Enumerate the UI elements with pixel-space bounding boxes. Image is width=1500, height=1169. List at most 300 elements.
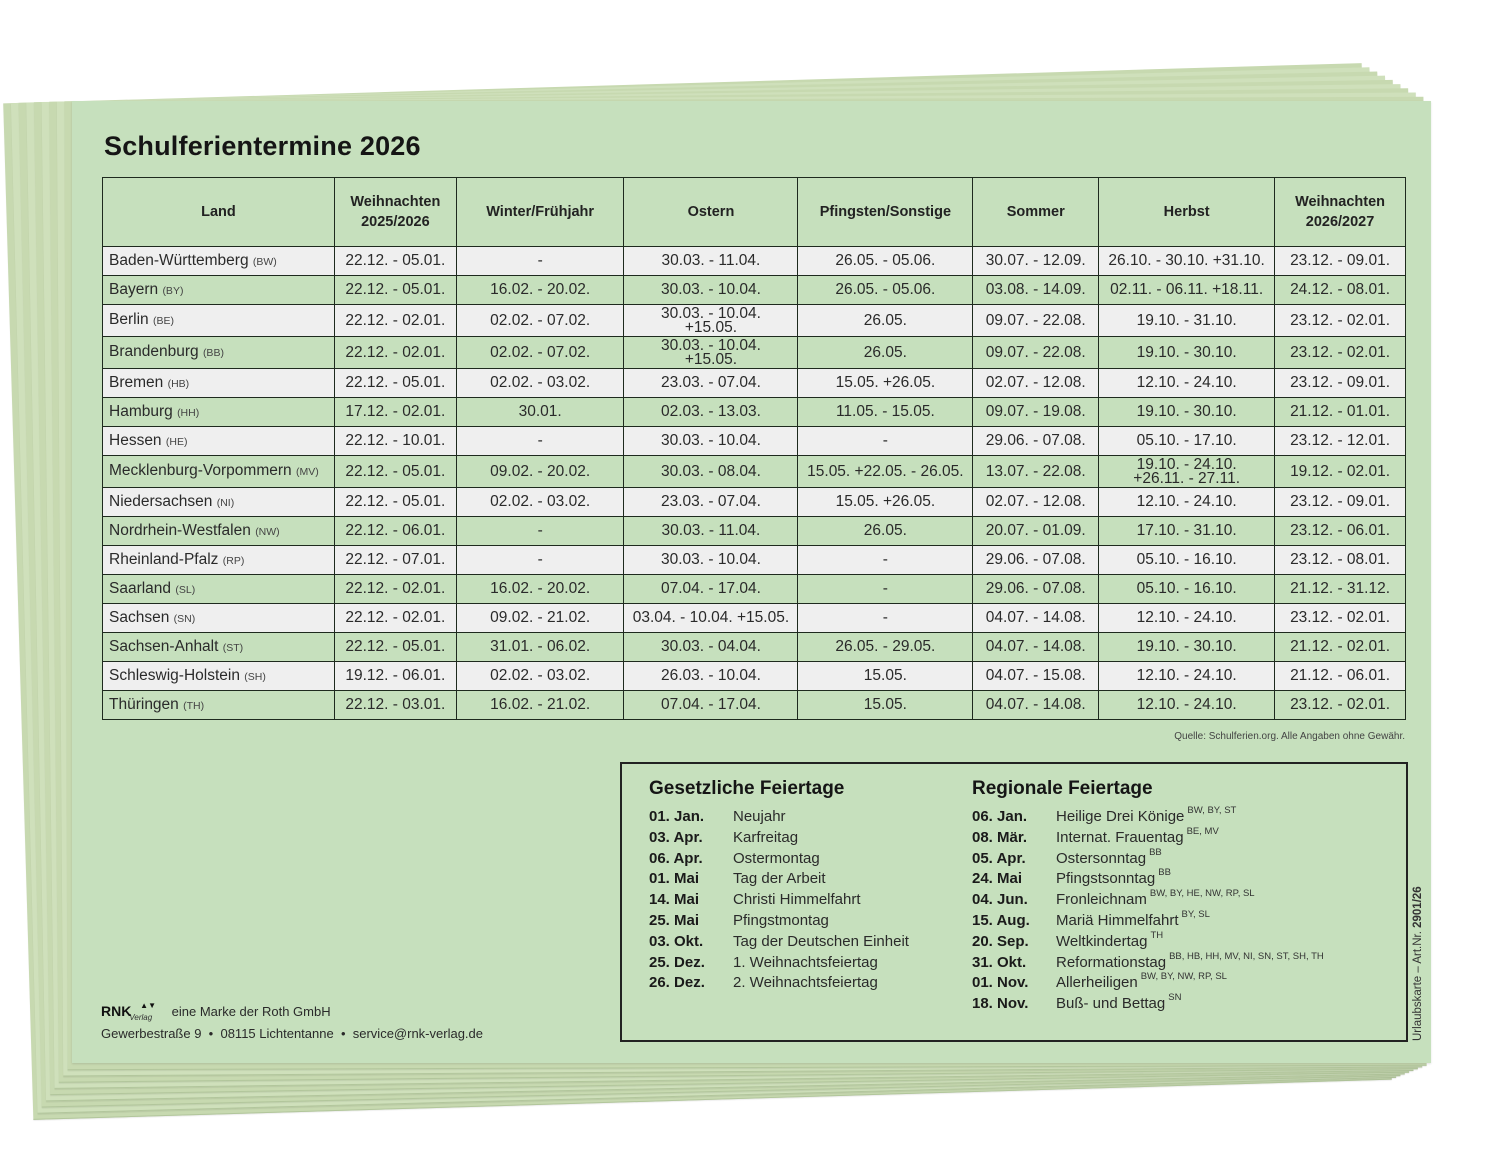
article-number: 2901/26 [1412,886,1424,928]
holiday-cell-sommer [973,276,1099,305]
page-title: Schulferientermine 2026 [104,131,421,161]
holiday-cell-herbst [1099,305,1275,337]
state-abbreviation: (NW) [255,525,280,538]
state-cell [103,517,335,546]
state-name: Mecklenburg-Vorpommern [109,462,292,479]
column-header-label: Ostern [687,204,735,220]
date-range: 23.12. - 09.01. [1290,493,1391,510]
holiday-cell-winter [456,488,624,517]
holiday-date: 01. Jan. [649,808,705,825]
holiday-name: Internat. Frauentag [1056,828,1184,846]
holiday-states: BW, BY, HE, NW, RP, SL [1149,888,1255,900]
date-range: 23.03. - 07.04. [660,374,761,391]
table-row [103,247,1406,276]
holiday-cell-pfingsten [798,276,973,305]
holiday-cell-herbst [1099,369,1275,398]
state-name: Bayern [109,280,159,298]
date-range: 26.03. - 10.04. [660,667,761,684]
date-range: - [882,580,888,597]
holiday-date: 31. Okt. [972,953,1027,971]
date-range: 30.01. [518,403,562,420]
holiday-cell-herbst [1099,546,1275,575]
holiday-states: BB [1149,846,1162,858]
date-range: 22.12. - 05.01. [345,281,446,298]
holiday-cell-sommer [973,247,1099,276]
holiday-cell-ostern [624,456,798,488]
table-row [103,369,1406,398]
holiday-cell-weihnachten-25 [334,276,456,305]
holiday-states: SN [1168,992,1182,1004]
date-range: 23.03. - 07.04. [660,493,761,510]
table-row [103,633,1406,662]
date-range: 29.06. - 07.08. [985,432,1086,449]
column-header-label: Land [201,204,236,220]
holiday-cell-weihnachten-25 [334,456,456,488]
holiday-item [972,992,1324,1016]
school-holidays-table [102,177,1406,720]
holiday-cell-herbst [1099,337,1275,369]
national-holidays [649,778,909,995]
holiday-cell-weihnachten-25 [334,546,456,575]
date-range: 22.12. - 05.01. [345,493,446,510]
holiday-cell-pfingsten [798,247,973,276]
column-header-label: Weihnachten [1295,194,1386,210]
date-range-extra: +15.05. [684,350,738,368]
table-row [103,276,1406,305]
holiday-cell-winter [456,517,624,546]
date-range: 12.10. - 24.10. [1136,374,1237,391]
date-range: 23.12. - 02.01. [1290,696,1391,713]
date-range: 05.10. - 16.10. [1136,580,1237,597]
holiday-item [649,933,909,954]
date-range: 07.04. - 17.04. [660,696,761,713]
national-holidays-heading: Gesetzliche Feiertage [649,778,845,799]
date-range: 22.12. - 10.01. [345,432,446,449]
date-range: 19.10. - 30.10. [1136,638,1237,655]
date-range: 21.12. - 31.12. [1290,580,1391,597]
holiday-date: 14. Mai [649,891,700,909]
holiday-cell-weihnachten-25 [334,369,456,398]
state-abbreviation: (RP) [222,554,245,567]
holiday-cell-pfingsten [798,427,973,456]
state-name: Brandenburg [109,343,199,360]
date-range: 26.05. - 05.06. [835,281,936,298]
date-range: 19.10. - 24.10. [1136,455,1237,473]
table-header-row [103,178,1406,247]
holiday-item [972,867,1324,891]
state-cell [103,398,335,427]
holiday-date: 08. Mär. [972,828,1028,846]
date-range: 15.05. +26.05. [835,374,936,391]
column-header-label: Winter/Frühjahr [486,204,595,220]
separator-dot: • [208,1026,214,1041]
state-cell [103,546,335,575]
table-row [103,456,1406,488]
column-header-label: Pfingsten/Sonstige [819,204,952,220]
holiday-date: 25. Dez. [649,953,705,971]
holiday-cell-weihnachten-25 [334,662,456,691]
date-range: 23.12. - 09.01. [1290,252,1391,269]
date-range: 16.02. - 21.02. [490,696,591,713]
holiday-cell-weihnachten-25 [334,633,456,662]
holiday-cell-weihnachten-26 [1275,546,1406,575]
holiday-cell-ostern [624,546,798,575]
holiday-name: Reformationstag [1056,953,1167,971]
holiday-date: 26. Dez. [649,974,705,992]
date-range: 22.12. - 02.01. [345,311,446,329]
state-abbreviation: (TH) [183,699,205,712]
column-header [1099,178,1275,247]
holiday-name: Heilige Drei Könige [1056,808,1185,825]
date-range: 04.07. - 15.08. [985,667,1086,684]
holiday-name: Tag der Deutschen Einheit [733,932,909,950]
holiday-name: Christi Himmelfahrt [733,891,861,909]
date-range: 21.12. - 06.01. [1290,667,1391,684]
date-range: 23.12. - 02.01. [1290,609,1391,626]
holiday-cell-weihnachten-25 [334,398,456,427]
holiday-cell-weihnachten-25 [334,337,456,369]
holiday-cell-weihnachten-25 [334,427,456,456]
holiday-name: Ostermontag [733,849,820,867]
holiday-date: 06. Apr. [649,849,703,867]
holiday-cell-ostern [624,337,798,369]
state-name: Schleswig-Holstein [109,666,240,684]
publisher-address: Gewerbestraße 9 [101,1026,202,1041]
date-range: 15.05. +26.05. [835,493,936,510]
date-range: 15.05. [863,696,907,713]
publisher-logo-sub: Verlag [129,1013,153,1022]
publisher-email[interactable]: service@rnk-verlag.de [352,1026,483,1041]
column-header [456,178,624,247]
column-header [103,178,335,247]
holiday-cell-herbst [1099,276,1275,305]
holiday-cell-herbst [1099,427,1275,456]
holiday-cell-ostern [624,517,798,546]
table-row [103,604,1406,633]
holiday-cell-winter [456,662,624,691]
state-name: Thüringen [109,695,179,713]
date-range: 15.05. +22.05. - 26.05. [807,462,964,480]
holiday-cell-winter [456,691,624,720]
holiday-cell-ostern [624,305,798,337]
holiday-cell-weihnachten-25 [334,488,456,517]
date-range: 02.07. - 12.08. [985,374,1086,391]
holiday-date: 06. Jan. [972,808,1028,825]
holiday-cell-ostern [624,398,798,427]
date-range: 09.02. - 21.02. [490,609,591,626]
publisher-footer [101,1003,483,1041]
holiday-name: Neujahr [733,808,786,825]
holiday-cell-herbst [1099,398,1275,427]
holiday-date: 03. Okt. [649,932,704,950]
state-cell [103,427,335,456]
holiday-cell-sommer [973,575,1099,604]
holiday-item [972,805,1324,829]
date-range: 23.12. - 08.01. [1290,551,1391,568]
date-range: 02.02. - 07.02. [490,343,591,361]
date-range: 30.03. - 10.04. [660,304,761,322]
holiday-cell-pfingsten [798,604,973,633]
date-range: 31.01. - 06.02. [490,638,591,655]
holiday-cell-sommer [973,337,1099,369]
holiday-cell-pfingsten [798,456,973,488]
holiday-date: 05. Apr. [972,849,1026,867]
holiday-states: BB [1158,867,1171,879]
holiday-name: Allerheiligen [1056,974,1138,992]
holiday-name: 2. Weihnachtsfeiertag [733,974,878,992]
holiday-name: Tag der Arbeit [733,870,826,888]
date-range: 23.12. - 06.01. [1290,522,1391,539]
date-range: 23.12. - 12.01. [1290,432,1391,449]
holiday-date: 24. Mai [972,870,1023,888]
holiday-cell-sommer [973,633,1099,662]
holiday-cell-weihnachten-25 [334,247,456,276]
table-row [103,337,1406,369]
date-range: 22.12. - 07.01. [345,551,446,568]
date-range: 22.12. - 03.01. [345,696,446,713]
holiday-cell-sommer [973,398,1099,427]
state-abbreviation: (BE) [152,315,174,327]
date-range: 13.07. - 22.08. [985,462,1086,480]
holiday-name: Mariä Himmelfahrt [1056,911,1179,929]
holiday-cell-sommer [973,662,1099,691]
holiday-cell-weihnachten-26 [1275,456,1406,488]
date-range: 30.03. - 10.04. [660,281,761,298]
date-range: 21.12. - 01.01. [1290,403,1391,420]
state-abbreviation: (SH) [244,670,266,683]
regional-holidays [972,778,1324,1016]
date-range: 22.12. - 05.01. [345,638,446,655]
column-header [798,178,973,247]
date-range: 26.05. [863,311,907,329]
table-row [103,575,1406,604]
date-range: 02.07. - 12.08. [985,493,1086,510]
date-range: 23.12. - 09.01. [1290,374,1391,391]
holiday-item [649,912,909,933]
holiday-cell-pfingsten [798,691,973,720]
date-range: - [537,432,543,449]
holiday-states: TH [1150,929,1164,941]
date-range: 11.05. - 15.05. [835,403,935,420]
holiday-item [649,954,909,975]
date-range: 16.02. - 20.02. [490,580,591,597]
holiday-item [649,870,909,891]
date-range: 22.12. - 02.01. [345,580,446,597]
date-range: 12.10. - 24.10. [1136,493,1237,510]
date-range: 02.02. - 03.02. [490,374,591,391]
column-header-label: Herbst [1163,204,1210,220]
holiday-cell-pfingsten [798,517,973,546]
holiday-cell-sommer [973,456,1099,488]
source-note: Quelle: Schulferien.org. Alle Angaben ohne Gewähr. [1174,731,1405,742]
holiday-name: Pfingstmontag [733,911,829,929]
holiday-cell-pfingsten [798,546,973,575]
holiday-cell-weihnachten-26 [1275,575,1406,604]
holiday-cell-ostern [624,662,798,691]
state-name: Rheinland-Pfalz [109,550,219,568]
state-name: Berlin [109,311,149,328]
holiday-cell-pfingsten [798,488,973,517]
holiday-states: BB, HB, HH, MV, NI, SN, ST, SH, TH [1169,950,1324,962]
table-row [103,488,1406,517]
date-range: 29.06. - 07.08. [985,551,1086,568]
column-header [973,178,1099,247]
state-name: Baden-Württemberg [109,251,249,269]
date-range: 26.05. - 29.05. [835,638,936,655]
holiday-cell-winter [456,398,624,427]
holiday-date: 03. Apr. [649,828,703,846]
date-range: 23.12. - 02.01. [1290,311,1391,329]
holiday-cell-herbst [1099,691,1275,720]
holiday-cell-herbst [1099,633,1275,662]
holiday-cell-pfingsten [798,337,973,369]
date-range: 03.04. - 10.04. +15.05. [632,609,790,626]
state-abbreviation: (BY) [162,284,184,297]
holiday-date: 01. Mai [649,870,700,888]
date-range: 22.12. - 05.01. [345,462,446,480]
publisher-city: 08115 Lichtentanne [220,1026,334,1041]
state-abbreviation: (HH) [177,406,200,419]
holiday-cell-pfingsten [798,398,973,427]
holiday-cell-weihnachten-25 [334,305,456,337]
holiday-cell-weihnachten-26 [1275,662,1406,691]
date-range: 19.12. - 06.01. [345,667,446,684]
holiday-cell-herbst [1099,662,1275,691]
holiday-cell-herbst [1099,247,1275,276]
column-header [1275,178,1406,247]
state-name: Saarland [109,579,172,597]
article-number-label [1412,886,1424,1041]
holiday-cell-ostern [624,691,798,720]
state-cell [103,305,335,337]
date-range: 19.10. - 30.10. [1136,403,1237,420]
date-range: 19.12. - 02.01. [1290,462,1391,480]
date-range: 04.07. - 14.08. [985,696,1086,713]
logo-triangles-icon: ▲▼ [140,1001,157,1010]
date-range: 07.04. - 17.04. [660,580,761,597]
state-name: Hamburg [109,402,173,420]
holiday-states: BE, MV [1186,825,1219,837]
holiday-item [972,971,1324,995]
holiday-cell-winter [456,247,624,276]
date-range: - [537,551,543,568]
holiday-states: BY, SL [1181,908,1210,920]
date-range: 22.12. - 06.01. [345,522,446,539]
date-range: 09.02. - 20.02. [490,462,591,480]
state-cell [103,691,335,720]
holiday-cell-ostern [624,633,798,662]
date-range-extra: +26.11. - 27.11. [1133,469,1240,487]
state-cell [103,633,335,662]
date-range: - [882,551,888,568]
holiday-cell-pfingsten [798,633,973,662]
holiday-cell-sommer [973,488,1099,517]
holiday-cell-weihnachten-25 [334,604,456,633]
date-range: 26.05. [863,343,907,361]
state-abbreviation: (BW) [252,255,277,268]
state-abbreviation: (SN) [173,612,196,625]
holiday-cell-ostern [624,427,798,456]
state-cell [103,604,335,633]
date-range: 17.10. - 31.10. [1136,522,1237,539]
date-range: 12.10. - 24.10. [1136,696,1237,713]
holiday-cell-pfingsten [798,662,973,691]
date-range: 16.02. - 20.02. [490,281,591,298]
holiday-states: BW, BY, NW, RP, SL [1140,971,1227,983]
date-range: 09.07. - 22.08. [985,311,1086,329]
date-range: 05.10. - 17.10. [1136,432,1237,449]
column-header-sublabel: 2025/2026 [361,214,430,230]
holiday-item [972,908,1324,933]
holiday-cell-weihnachten-26 [1275,305,1406,337]
state-abbreviation: (HE) [165,435,188,448]
holiday-cell-weihnachten-25 [334,575,456,604]
date-range: 15.05. [863,667,907,684]
state-cell [103,488,335,517]
holiday-cell-herbst [1099,456,1275,488]
date-range: - [882,432,888,449]
holiday-cell-herbst [1099,575,1275,604]
holiday-name: Buß- und Bettag [1056,995,1166,1013]
holiday-date: 18. Nov. [972,995,1029,1013]
date-range: 30.03. - 10.04. [660,432,761,449]
date-range: 22.12. - 02.01. [345,343,446,361]
holiday-states: BW, BY, ST [1187,805,1237,816]
date-range: 19.10. - 31.10. [1136,311,1237,329]
holiday-cell-winter [456,604,624,633]
holiday-cell-winter [456,427,624,456]
holiday-cell-winter [456,305,624,337]
date-range: 30.03. - 08.04. [660,462,761,480]
column-header [624,178,798,247]
holiday-item [649,850,909,871]
state-abbreviation: (SL) [175,583,196,596]
holiday-cell-ostern [624,369,798,398]
publisher-logo: RNK [101,1003,132,1019]
holiday-cell-winter [456,276,624,305]
state-cell [103,369,335,398]
table-row [103,517,1406,546]
holiday-item [649,891,909,912]
state-cell [103,337,335,369]
state-abbreviation: (HB) [167,377,190,390]
table-row [103,427,1406,456]
date-range: 02.11. - 06.11. +18.11. [1110,281,1264,298]
state-name: Sachsen [109,608,170,626]
holiday-date: 15. Aug. [972,911,1030,929]
date-range: 30.03. - 10.04. [660,336,761,354]
date-range: 09.07. - 22.08. [985,343,1086,361]
date-range: 12.10. - 24.10. [1136,609,1237,626]
holiday-date: 04. Jun. [972,891,1028,909]
state-name: Hessen [109,431,162,449]
separator-dot: • [340,1026,346,1041]
state-abbreviation: (NI) [216,496,235,509]
date-range: 30.03. - 10.04. [660,551,761,568]
holiday-cell-herbst [1099,517,1275,546]
date-range: 04.07. - 14.08. [985,638,1086,655]
holiday-item [649,808,909,829]
publisher-tagline: eine Marke der Roth GmbH [171,1004,331,1019]
holiday-cell-pfingsten [798,369,973,398]
state-abbreviation: (ST) [222,641,244,654]
date-range: 26.10. - 30.10. +31.10. [1108,252,1265,269]
holiday-cell-sommer [973,369,1099,398]
holiday-cell-sommer [973,427,1099,456]
table-row [103,546,1406,575]
holiday-name: Karfreitag [733,828,799,846]
date-range: 26.05. - 05.06. [835,252,936,269]
